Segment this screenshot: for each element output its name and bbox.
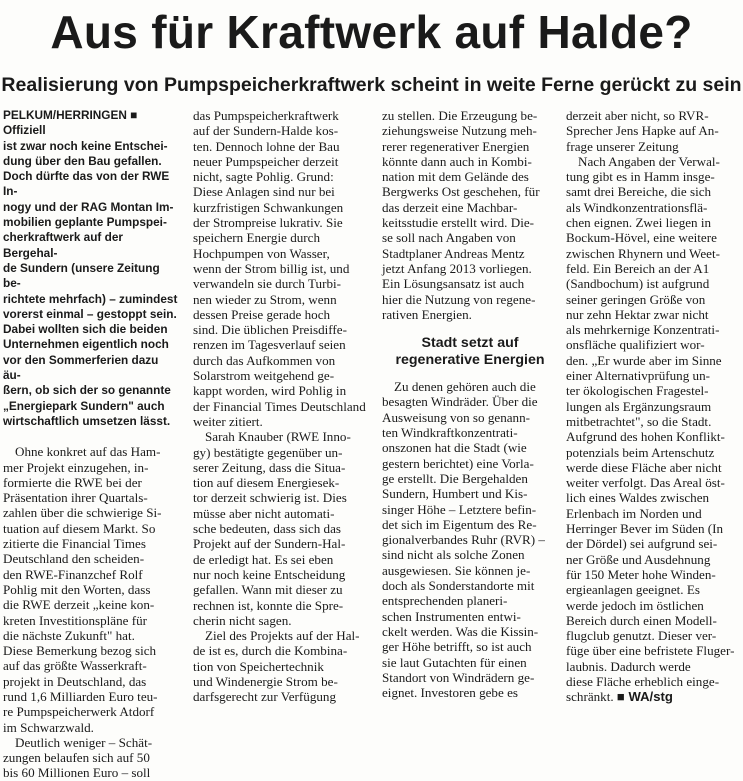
article-column-4 — [566, 108, 741, 705]
article-subheadline: Realisierung von Pumpspeicherkraftwerk scheint in weite Ferne gerückt zu sein — [1, 74, 742, 96]
paragraph: Sarah Knauber (RWE Inno- gy) bestätigte gegenüber un- serer Zeitung, dass die Situa- tion auf diesem Energiesek- tor derzeit schwierig ist. Dies müsse aber nicht automati- sche bedeuten, dass sich das Projekt auf der Sundern-Hal- de erledigt hat. Es sei eben nur noch keine Entscheidung gefallen. Wann mit dieser zu rechnen ist, konnte die Spre- cherin nicht sagen. — [193, 429, 351, 628]
article-lead: PELKUM/HERRINGEN ■ Offiziell ist zwar noch keine Entschei- dung über den Bau gefallen. Doch dürfte das von der RWE In- nogy und der RAG Montan Im- mobilien geplante Pumpspei- cherkraftwerk auf der Bergehal- de Sundern (unsere Zeitung be- richtete mehrfach) – zumindest vorerst einmal – gestoppt sein. Dabei wollten sich die beiden Unternehmen eigentlich noch vor den Sommerferien dazu äu- ßern, ob sich der so genannte „Energiepark Sundern" auch wirtschaftlich umsetzen lässt. — [3, 108, 178, 428]
paragraph: Ziel des Projekts auf der Hal- de ist es, durch die Kombina- tion von Speichertechnik und Windenergie Strom be- darfsgerecht zur Verfügung — [193, 628, 360, 705]
paragraph-text: Nach Angaben der Verwal- tung gibt es in Hamm insge- samt drei Bereiche, die sich als Windkonzentrationsflä- chen eignen. Zwei liegen in Bockum-Hövel, eine weitere zwischen Rhynern und Weet- feld. Ein Bereich an der A1 (Sandbochum) ist aufgrund seiner geringen Größe von nur zehn Hektar zwar nicht als mehrkernige Konzentrati- onsfläche qualifiziert wor- den. „Er wurde aber im Sinne einer Alternativprüfung un- ter ökologischen Fragestel- lungen als Ergänzungsraum mitbetrachtet", so die Stadt. Aufgrund des hohen Konflikt- potenzials beim Artenschutz werde diese Fläche aber nicht weiter verfolgt. Das Areal öst- lich eines Waldes zwischen Erlenbach im Norden und Herringer Bever im Süden (In der Dördel) sei aufgrund sei- ner Größe und Ausdehnung für 150 Meter hohe Winden- ergieanlagen geeignet. Es werde jedoch im östlichen Bereich durch einen Modell- flugclub genutzt. Dieser ver- füge über eine befristete Fluger- laubnis. Dadurch werde diese Fläche erheblich einge- schränkt. — [566, 153, 735, 705]
paragraph: derzeit aber nicht, so RVR- Sprecher Jens Hapke auf An- frage unserer Zeitung — [566, 108, 719, 154]
article-column-2 — [193, 108, 369, 705]
paragraph: Zu denen gehören auch die besagten Windräder. Über die Ausweisung von so genann- ten Windkraftkonzentrati- onszonen hat die Stadt (wie gestern berichtet) eine Vorla- ge erstellt. Die Bergehalden Sundern, Humbert und Kis- singer Höhe – Letztere befin- det sich im Eigentum des Re- gionalverbandes Ruhr (RVR) – sind nicht als solche Zonen ausgewiesen. Sie können je- doch als Sonderstandorte mit entsprechenden planeri- schen Instrumenten entwi- ckelt werden. Was die Kissin- ger Höhe betrifft, so ist auch sie laut Gutachten für einen Standort von Windrädern ge- eignet. Investoren gebe es — [382, 379, 545, 701]
article-headline: Aus für Kraftwerk auf Halde? — [50, 6, 693, 58]
section-subheading: Stadt setzt auf regenerative Energien — [395, 335, 545, 369]
paragraph: das Pumpspeicherkraftwerk auf der Sundern-Halde kos- ten. Dennoch lohne der Bau neuer Pumpspeicher derzeit nicht, sagte Pohlig. Grund: Diese Anlagen sind nur bei kurzfristigen Schwankungen der Strompreise lukrativ. Sie speichern Energie durch Hochpumpen von Wasser, wenn der Strom billig ist, und verwandeln sie durch Turbi- nen wieder zu Strom, wenn dessen Preise gerade hoch sind. Die üblichen Preisdiffe- renzen im Tagesverlauf seien durch das Aufkommen von Solarstrom weitgehend ge- kappt worden, wird Pohlig in der Financial Times Deutschland weiter zitiert. — [193, 108, 366, 429]
article-column-3 — [382, 108, 558, 700]
paragraph: zu stellen. Die Erzeugung be- ziehungsweise Nutzung meh- rerer regenerativer Energien könnte dann auch in Kombi- nation mit dem Gelände des Bergwerks Ost geschehen, für das derzeit eine Machbar- keitsstudie erstellt wird. Die- se soll nach Angaben von Stadtplaner Andreas Mentz jetzt Anfang 2013 vorliegen. Ein Lösungsansatz ist auch hier die Nutzung von regene- rativen Energien. — [382, 108, 540, 322]
paragraph: Ohne konkret auf das Ham- mer Projekt einzugehen, in- formierte die RWE bei der Präsentation ihrer Quartals- zahlen über die schwierige Si- tuation auf diesem Markt. So zitierte die Financial Times Deutschland den scheiden- den RWE-Finanzchef Rolf Pohlig mit den Worten, dass die RWE derzeit „keine kon- kreten Investitionspläne für die nächste Zukunft" hat. Diese Bemerkung bezog sich auf das größte Wasserkraft- projekt in Deutschland, das rund 1,6 Milliarden Euro teu- re Pumpspeicherwerk Atdorf im Schwarzwald. — [3, 444, 162, 735]
article-column-1 — [3, 108, 179, 781]
paragraph — [566, 154, 741, 705]
author-byline: ■ WA/stg — [616, 689, 673, 705]
paragraph: Deutlich weniger – Schät- zungen belaufen sich auf 50 bis 60 Millionen Euro – soll — [3, 734, 153, 781]
